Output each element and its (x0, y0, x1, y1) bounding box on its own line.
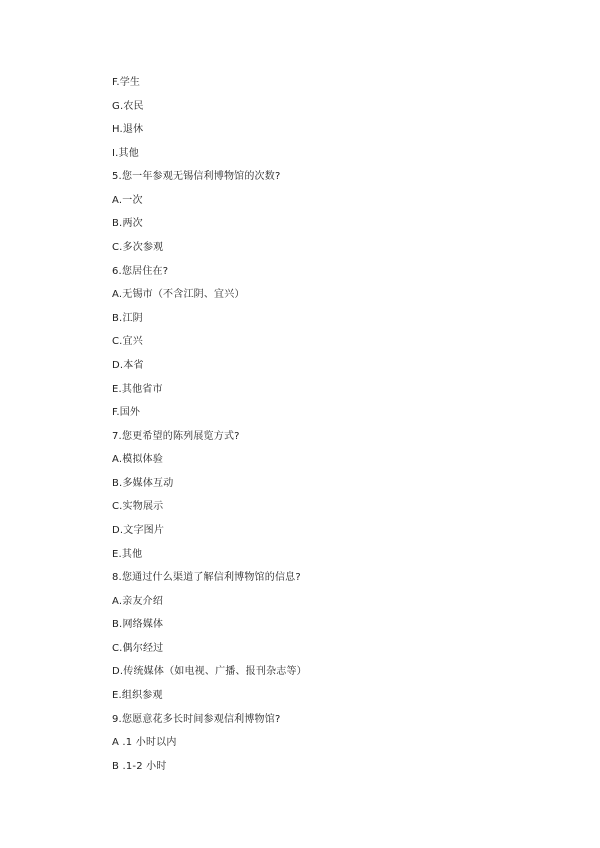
q9-option-a: A .1 小时以内 (112, 737, 177, 749)
q6-option-d: D.本省 (112, 359, 144, 371)
option-h-retired: H.退休 (112, 124, 144, 136)
q6-option-f: F.国外 (112, 407, 141, 419)
q8-option-a: A.亲友介绍 (112, 595, 164, 607)
q7-option-b: B.多媒体互动 (112, 477, 174, 489)
survey-text (112, 71, 552, 778)
q7-option-e: E.其他 (112, 548, 143, 560)
q8-option-b: B.网络媒体 (112, 619, 164, 631)
question-9: 9.您愿意花多长时间参观信利博物馆? (112, 713, 281, 725)
q6-option-a: A.无锡市（不含江阴、宜兴） (112, 289, 245, 301)
q8-option-d: D.传统媒体（如电视、广播、报刊杂志等） (112, 666, 307, 678)
q8-option-e: E.组织参观 (112, 690, 163, 702)
q9-option-b: B .1-2 小时 (112, 760, 167, 772)
q7-option-a: A.模拟体验 (112, 454, 164, 466)
q5-option-c: C.多次参观 (112, 242, 164, 254)
q7-option-d: D.文字图片 (112, 524, 165, 536)
option-g-farmer: G.农民 (112, 100, 144, 112)
q6-option-e: E.其他省市 (112, 383, 163, 395)
question-5: 5.您一年参观无锡信利博物馆的次数? (112, 171, 281, 183)
question-7: 7.您更希望的陈列展览方式? (112, 430, 240, 442)
q5-option-a: A.一次 (112, 194, 143, 206)
question-8: 8.您通过什么渠道了解信利博物馆的信息? (112, 572, 301, 584)
q6-option-c: C.宜兴 (112, 336, 143, 348)
option-i-other: I.其他 (112, 147, 139, 159)
question-6: 6.您居住在? (112, 265, 169, 277)
q7-option-c: C.实物展示 (112, 501, 164, 513)
q8-option-c: C.偶尔经过 (112, 642, 164, 654)
option-f-student: F.学生 (112, 77, 141, 88)
q5-option-b: B.两次 (112, 218, 143, 230)
q6-option-b: B.江阴 (112, 312, 143, 324)
